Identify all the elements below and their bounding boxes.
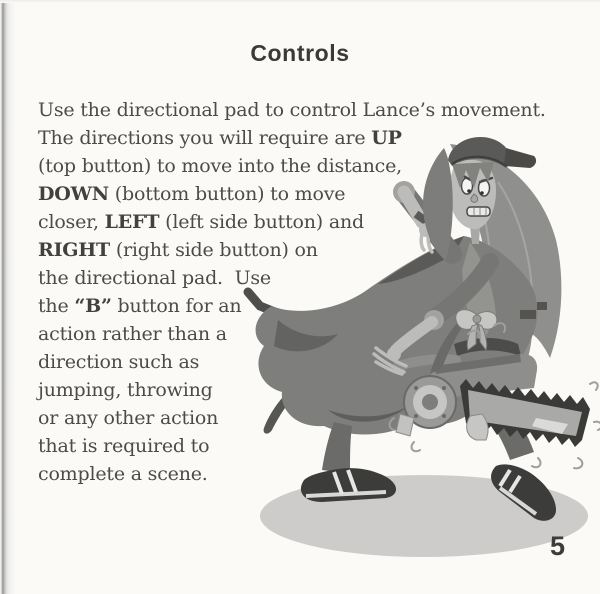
body-text-segment: (right side button) on	[110, 239, 318, 261]
body-text-segment: The directions you will require are	[38, 127, 372, 149]
chainsaw-bumper	[467, 414, 488, 440]
scan-edge-left	[0, 0, 16, 594]
key-term-right: RIGHT	[38, 239, 110, 261]
body-text-segment: button for an	[111, 295, 242, 317]
body-line	[38, 96, 546, 124]
body-text-segment: (left side button) and	[159, 211, 364, 233]
body-text-segment: action rather than a	[38, 323, 227, 345]
body-text-segment: direction such as	[38, 351, 200, 373]
body-text-segment: or any other action	[38, 407, 219, 429]
key-term-up: UP	[371, 127, 402, 149]
body-text-segment: that is required to	[38, 435, 210, 457]
body-text-segment: the directional pad. Use	[38, 267, 271, 289]
body-text-segment: closer,	[38, 211, 105, 233]
key-term-down: DOWN	[38, 183, 109, 205]
body-text-segment: complete a scene.	[38, 463, 208, 485]
body-text-segment: jumping, throwing	[38, 379, 213, 401]
gritted-teeth-mouth	[467, 207, 490, 216]
body-text-segment: the	[38, 295, 75, 317]
key-term-left: LEFT	[104, 211, 160, 233]
body-text-segment: Use the directional pad to control Lance’s movement.	[38, 99, 546, 121]
body-text-segment: (top button) to move into the distance,	[38, 155, 402, 177]
scan-edge-top	[0, 0, 600, 3]
page-number: 5	[549, 531, 565, 561]
key-term-b-button: “B”	[74, 295, 112, 317]
body-text-segment: (bottom button) to move	[108, 183, 346, 205]
character-illustration	[238, 122, 600, 570]
page-title: Controls	[250, 40, 350, 66]
